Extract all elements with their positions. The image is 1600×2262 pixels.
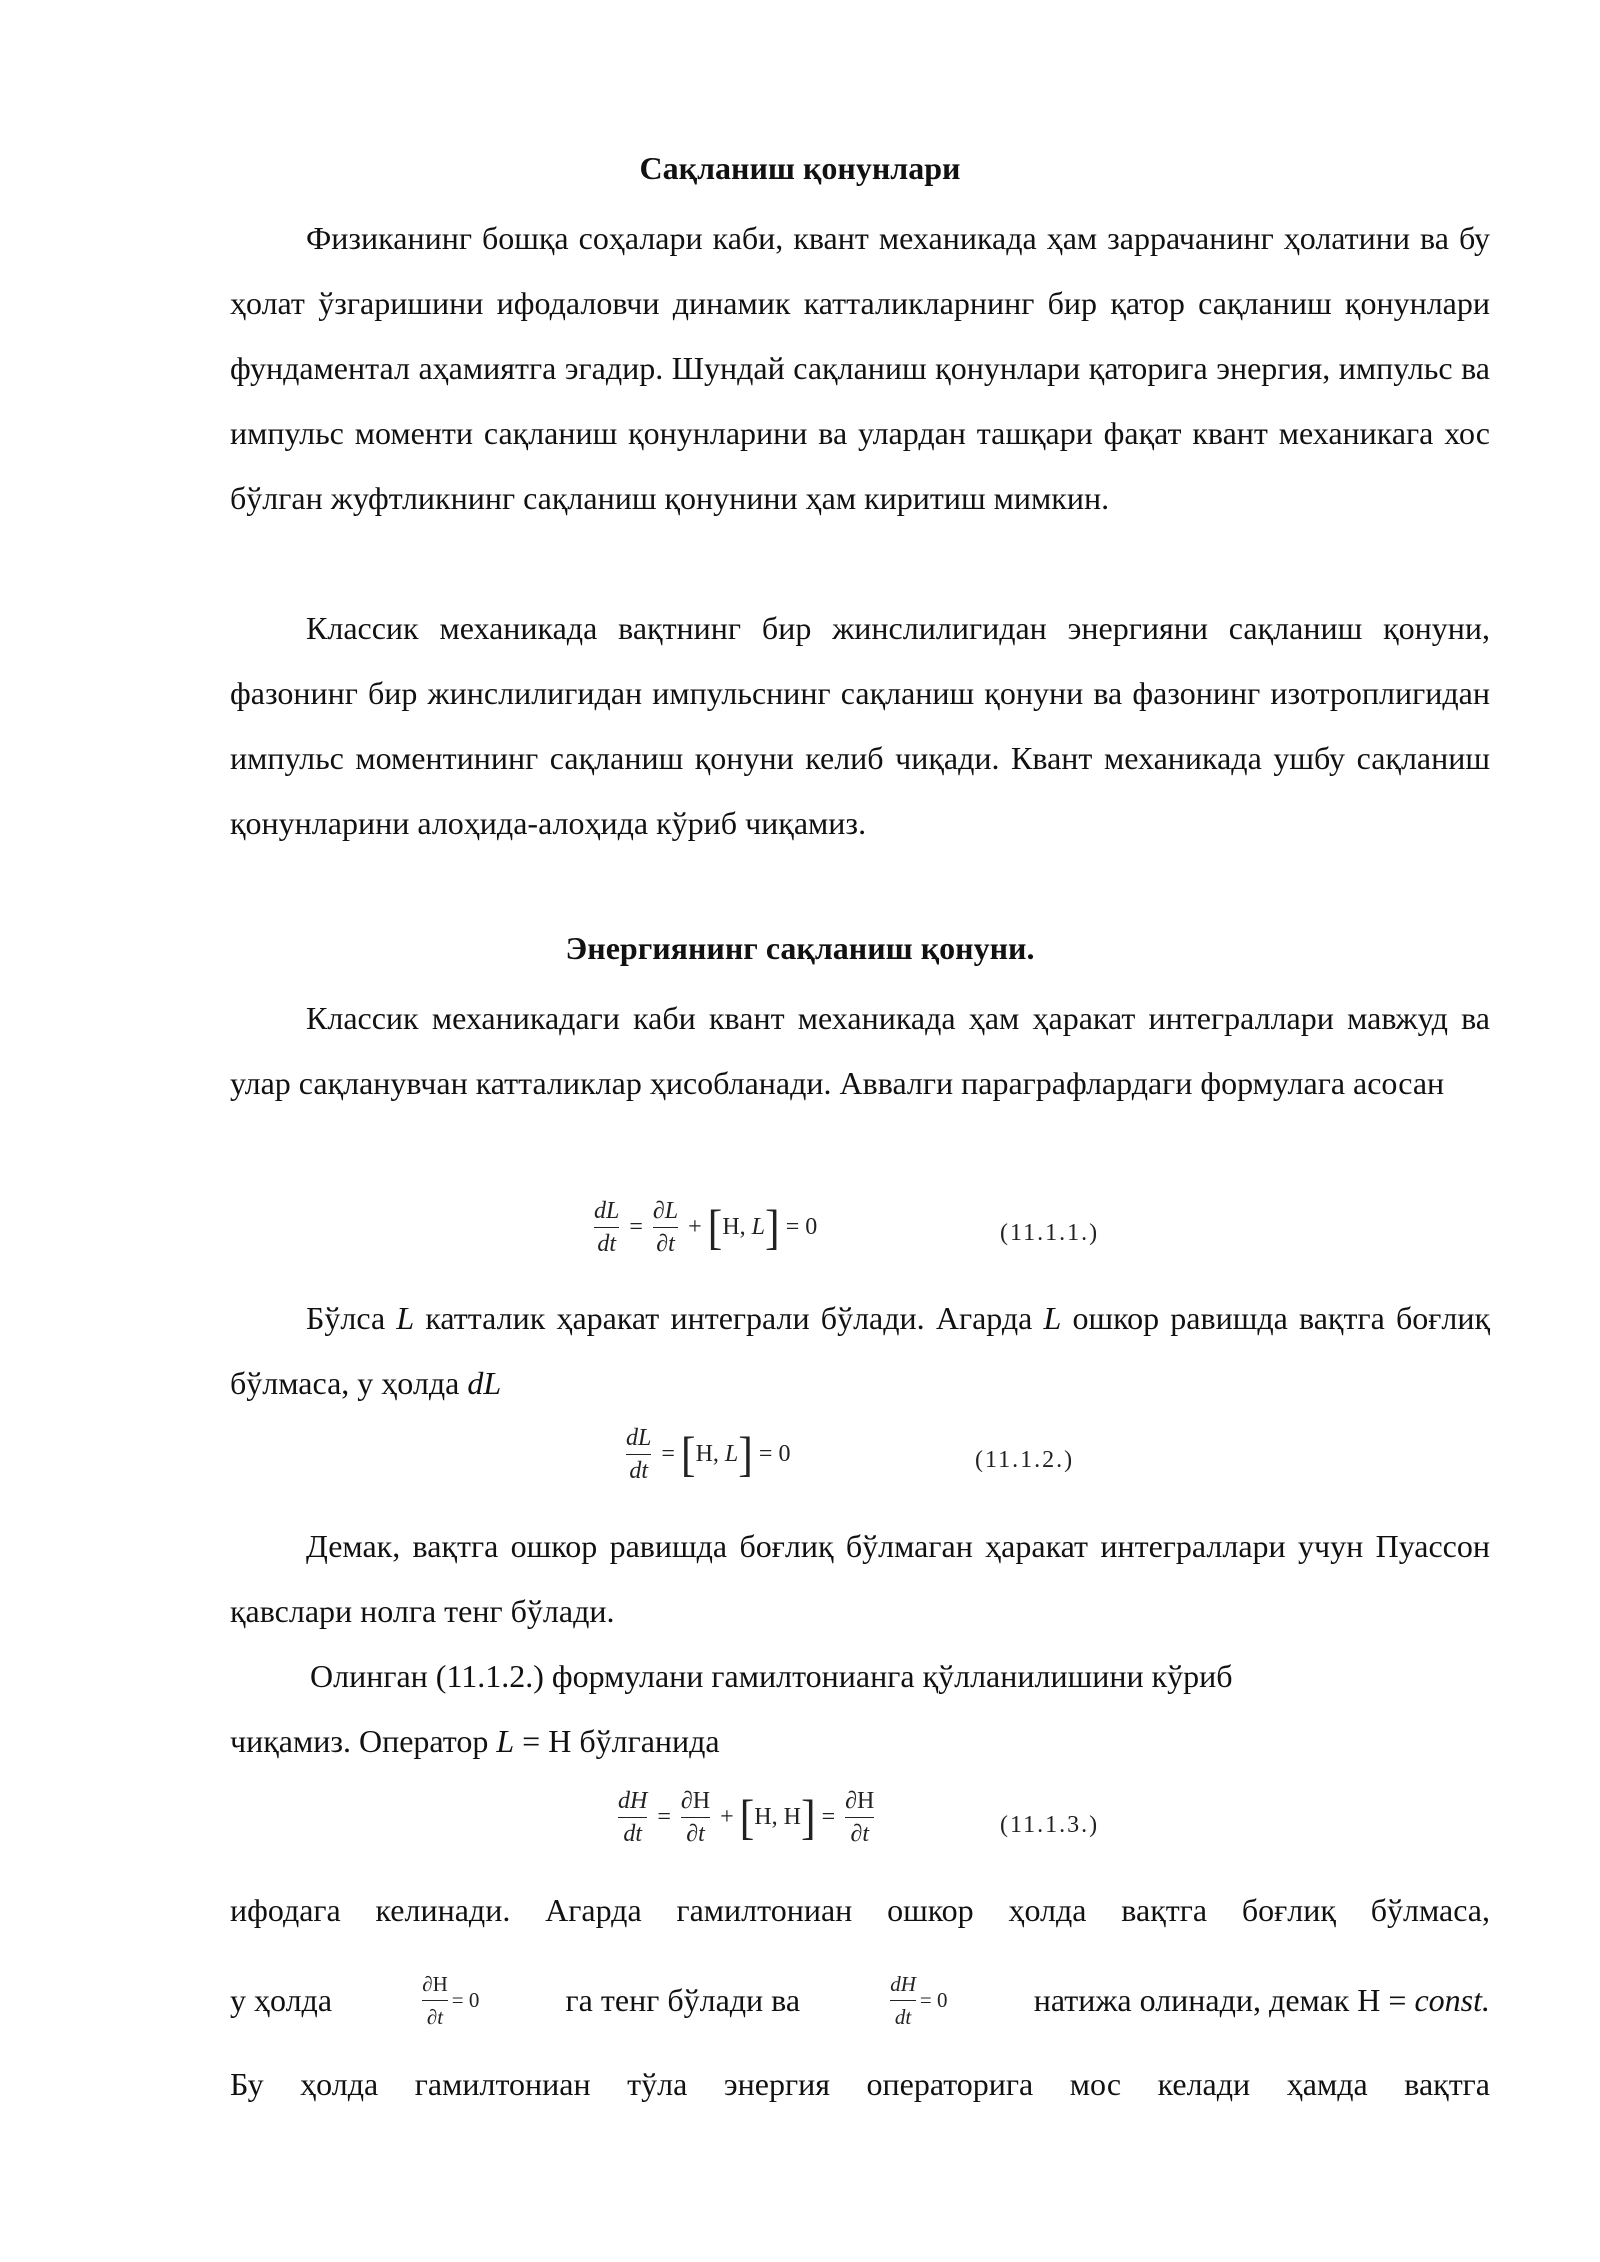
equation-11-1-1: $\frac{dL}{dt}$ = $\frac{\partial L}{\partial t}$ + [ H, L ] = 0 [594, 1198, 818, 1257]
paragraph-const-line: у ҳолда $\frac{\partial H}{\partial t}$ = 0 га тенг бўлади ва $\frac{dH}{dt}$ = 0 натижа олинади, демак H = const. [230, 1968, 1490, 2033]
partial-h-zero-formula: $\frac{\partial H}{\partial t}$ = 0 [422, 1972, 480, 2029]
equation-11-1-3: $\frac{dH}{dt}$ = $\frac{\partial H}{\partial t}$ + [ H, H ] = $\frac{\partial H}{\partial t}$ [618, 1788, 875, 1847]
paragraph-hamiltonian-line2: чиқамиз. Оператор L = H бўлганида [230, 1723, 720, 1759]
paragraph-intro: Физиканинг бошқа соҳалари каби, квант механикада ҳам заррачанинг ҳолатини ва бу ҳолат ўзгаришини ифодаловчи динамик катталикларнинг бир қатор сақланиш қонунлари фундаментал аҳамиятга эгадир. Шундай сақланиш қонунлари қаторига энергия, импульс ва импульс моменти сақланиш қонунларини ва улардан ташқари фақат квант механикага хос бўлган жуфтликнинг сақланиш қонунини ҳам киритиш мимкин. [230, 220, 1490, 516]
paragraph-energy-operator: Бу ҳолда гамилтониан тўла энергия операторига мос келади ҳамда вақтга [230, 2066, 1490, 2102]
paragraph-classical: Классик механикада вақтнинг бир жинслилигидан энергияни сақланиш қонуни, фазонинг бир жинслилигидан импульснинг сақланиш қонуни ва фазонинг изотроплигидан импульс моментининг сақланиш қонуни келиб чиқади. Квант механикада ушбу сақланиш қонунларини алоҳида-алоҳида кўриб чиқамиз. [230, 610, 1490, 841]
subsection-heading: Энергиянинг сақланиш қонуни. [565, 930, 1035, 966]
paragraph-poisson: Демак, вақтга ошкор равишда боғлиқ бўлмаган ҳаракат интеграллари учун Пуассон қавслари нолга тенг бўлади. [230, 1528, 1490, 1629]
equation-11-1-2: $\frac{dL}{dt}$ = [ H, L ] = 0 [626, 1425, 791, 1484]
total-h-zero-formula: $\frac{dH}{dt}$ = 0 [890, 1972, 948, 2029]
equation-number: (11.1.3.) [1000, 1812, 1100, 1838]
equation-number: (11.1.1.) [1000, 1220, 1100, 1246]
paragraph-integral-condition: Бўлса L катталик ҳаракат интеграли бўлади. Агарда L ошкор равишда вақтга боғлиқ бўлмаса, у ҳолда dL [230, 1300, 1491, 1401]
paragraph-integrals: Классик механикадаги каби квант механикада ҳам ҳаракат интеграллари мавжуд ва улар сақланувчан катталиклар ҳисобланади. Аввалги параграфлардаги формулага асосан [230, 1000, 1490, 1101]
equation-number: (11.1.2.) [975, 1447, 1075, 1473]
paragraph-hamiltonian-independence: ифодага келинади. Агарда гамилтониан ошкор ҳолда вақтга боғлиқ бўлмаса, [230, 1892, 1490, 1928]
paragraph-hamiltonian-line1: Олинган (11.1.2.) формулани гамилтонианга қўлланилишини кўриб [310, 1658, 1233, 1694]
section-heading: Сақланиш қонунлари [639, 150, 961, 186]
